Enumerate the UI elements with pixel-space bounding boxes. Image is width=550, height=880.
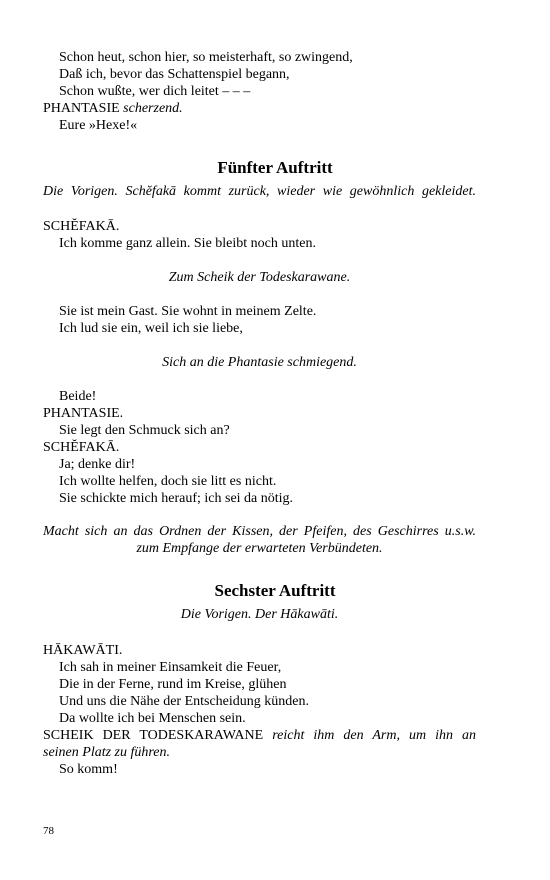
stage-direction: reicht ihm den Arm, um ihn an bbox=[272, 728, 476, 743]
verse-line: Ich lud sie ein, weil ich sie liebe, bbox=[59, 321, 243, 336]
stage-direction: scherzend. bbox=[123, 101, 183, 116]
scene-heading: Sechster Auftritt bbox=[214, 581, 336, 600]
verse-line: So komm! bbox=[59, 762, 118, 777]
verse-line: Da wollte ich bei Menschen sein. bbox=[59, 711, 246, 726]
speaker-cue bbox=[43, 727, 476, 744]
verse-line: Sie schickte mich herauf; ich sei da nötig. bbox=[59, 491, 294, 506]
scene-stage-direction: Die Vorigen. Der Hākawāti. bbox=[180, 607, 339, 622]
scene-heading: Fünfter Auftritt bbox=[217, 158, 333, 177]
stage-direction: Sich an die Phantasie schmiegend. bbox=[162, 355, 357, 370]
verse-line: Ich wollte helfen, doch sie litt es nicht. bbox=[59, 474, 277, 489]
speaker-name: SCHEIK DER TODESKARAWANE bbox=[43, 728, 264, 743]
verse-line: Schon wußte, wer dich leitet – – – bbox=[59, 84, 251, 99]
closing-stage-direction: zum Empfange der erwarteten Verbündeten. bbox=[136, 541, 383, 556]
speaker-name: HĀKAWĀTI. bbox=[43, 643, 123, 658]
verse-line: Beide! bbox=[59, 389, 97, 404]
verse-line: Die in der Ferne, rund im Kreise, glühen bbox=[59, 677, 287, 692]
speaker-name: PHANTASIE bbox=[43, 101, 120, 116]
verse-line: Sie legt den Schmuck sich an? bbox=[59, 423, 230, 438]
speaker-name: SCHĔFAKĀ. bbox=[43, 440, 120, 455]
scene-stage-direction: Die Vorigen. Schĕfakā kommt zurück, wieder wie gewöhnlich gekleidet. bbox=[43, 184, 476, 199]
speaker-name: PHANTASIE. bbox=[43, 406, 124, 421]
speaker-cue bbox=[43, 100, 183, 117]
verse-line: Eure »Hexe!« bbox=[59, 118, 138, 133]
verse-line: Ich komme ganz allein. Sie bleibt noch unten. bbox=[59, 236, 316, 251]
stage-direction: Zum Scheik der Todeskarawane. bbox=[168, 270, 351, 285]
closing-stage-direction: Macht sich an das Ordnen der Kissen, der Pfeifen, des Geschirres u.s.w. bbox=[43, 524, 476, 539]
verse-line: Daß ich, bevor das Schattenspiel begann, bbox=[59, 67, 290, 82]
verse-line: Ja; denke dir! bbox=[59, 457, 136, 472]
verse-line: Und uns die Nähe der Entscheidung künden. bbox=[59, 694, 309, 709]
speaker-name: SCHĔFAKĀ. bbox=[43, 219, 120, 234]
stage-direction: seinen Platz zu führen. bbox=[43, 745, 171, 760]
page-number: 78 bbox=[43, 825, 54, 837]
verse-line: Ich sah in meiner Einsamkeit die Feuer, bbox=[59, 660, 282, 675]
verse-line: Schon heut, schon hier, so meisterhaft, so zwingend, bbox=[59, 50, 353, 65]
verse-line: Sie ist mein Gast. Sie wohnt in meinem Zelte. bbox=[59, 304, 317, 319]
